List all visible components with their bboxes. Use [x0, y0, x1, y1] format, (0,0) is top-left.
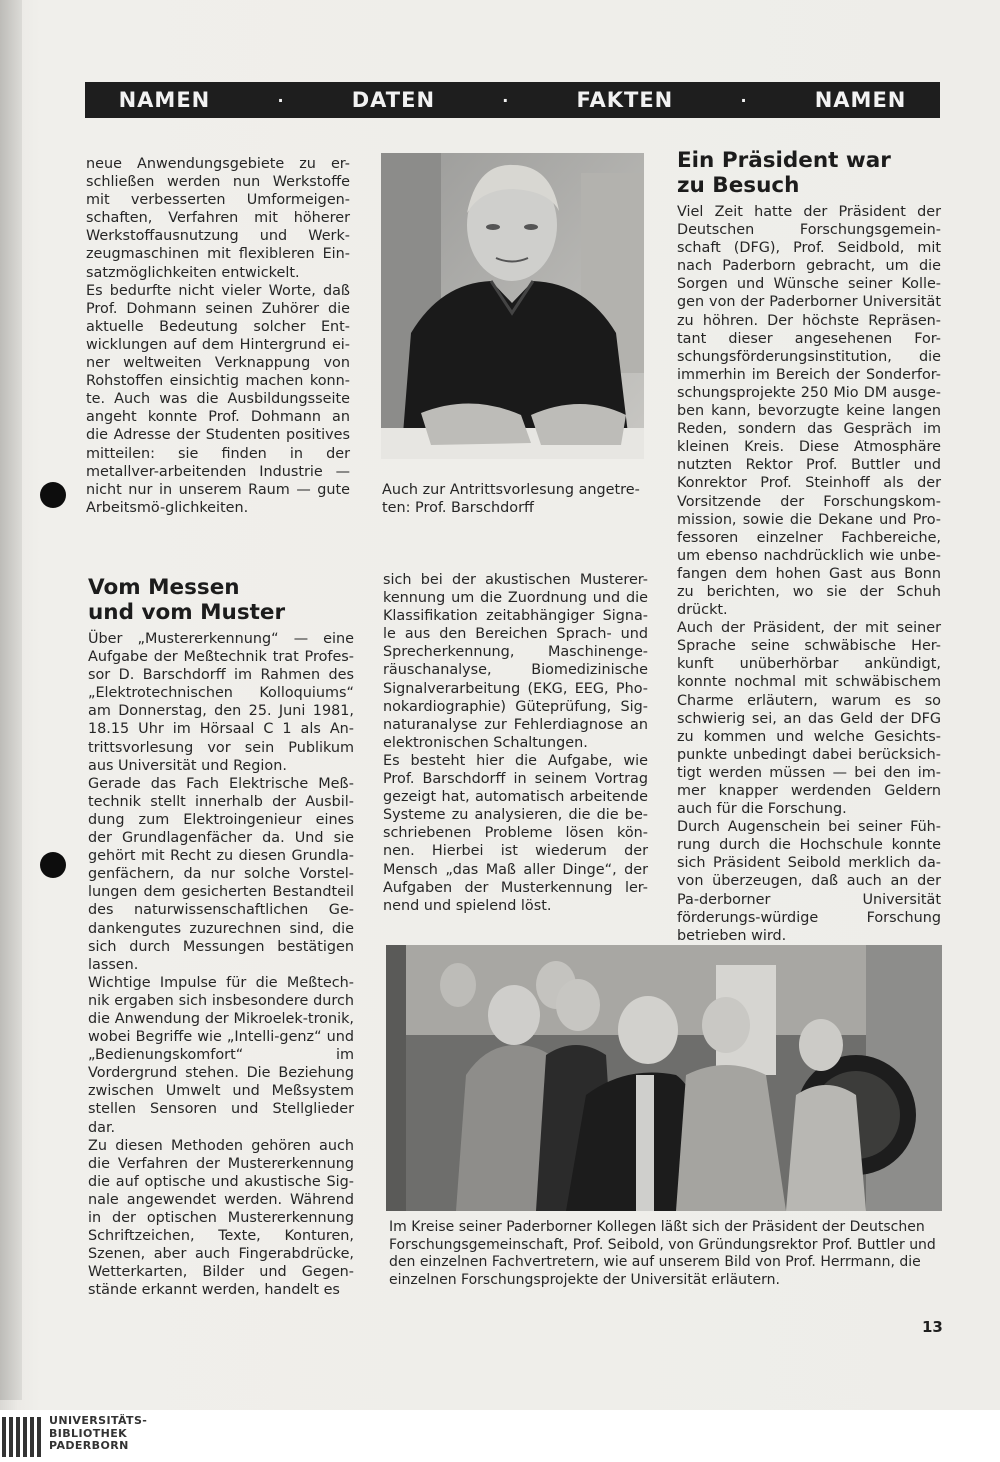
header-item-fakten: FAKTEN: [576, 88, 674, 112]
library-name-line: UNIVERSITÄTS-: [49, 1414, 148, 1427]
paragraph: Durch Augenschein bei seiner Füh-rung durch die Hochschule konnte sich Präsident Seibold merklich da-von überzeugen, daß auch an der Pa-derborner Universität förderungs-würdige Forschung betrieben wird.: [677, 819, 941, 944]
paragraph: neue Anwendungsgebiete zu er-schließen werden nun Werkstoffe mit verbesserten Umformeigen-schaften, Verfahren mit höherer Werkstoffausnutzung und Werk-zeugmaschinen mit flexibleren Ein-satzmöglichkeiten entwickelt.: [86, 156, 350, 281]
paragraph: Auch der Präsident, der mit seiner Sprache seine schwäbische Her-kunft unüberhörbar ankündigt, konnte nochmal mit schwäbischem Charme erläutern, warum es so schwierig sei, an das Geld der DFG zu kommen und welche Gesichts-punkte unbedingt dabei berücksich-tigt werden müssen — bei den im-mer knapper werdenden Geldern auch für die Forschung.: [677, 620, 941, 818]
article-title-line: zu Besuch: [677, 173, 800, 198]
header-separator: ·: [740, 90, 748, 110]
group-photo: [386, 945, 942, 1211]
article-title-line: und vom Muster: [88, 600, 286, 625]
footer-strip: [0, 1410, 1000, 1462]
library-name-line: PADERBORN: [49, 1439, 129, 1452]
library-name: [49, 1415, 147, 1453]
page-number: 13: [922, 1318, 943, 1336]
article-body-column: [383, 571, 648, 915]
paragraph: Wichtige Impulse für die Meßtech-nik ergaben sich insbesondere durch die Anwendung der Mikroelek-tronik, wobei Begriffe wie „Intelli-genz“ und „Bedienungskomfort“ im Vordergrund stehen. Die Beziehung zwischen Umwelt und Meßsystem stellen Sensoren und Stellglieder dar.: [88, 974, 354, 1136]
article-title: [677, 148, 937, 198]
portrait-photo: [381, 153, 644, 459]
paragraph: Zu diesen Methoden gehören auch die Verfahren der Mustererkennung die auf optische und akustische Sig-nale angewendet werden. Während in der optischen Mustererkennung Schriftzeichen, Texte, Konturen, Szenen, aber auch Fingerabdrücke, Wetterkarten, Bilder und Gegen-stände erkannt werden, handelt es: [88, 1137, 354, 1299]
article-title: [88, 575, 358, 625]
binding-spine: [0, 0, 22, 1400]
library-name-line: BIBLIOTHEK: [49, 1426, 128, 1440]
header-item-daten: DATEN: [351, 88, 436, 112]
continuation-column: [86, 155, 350, 517]
paragraph: Gerade das Fach Elektrische Meß-technik stellt innerhalb der Ausbil-dung zum Elektroingenieur eines der Grundlagenfächer da. Und sie gehört mit Recht zu diesen Grundla-genfächern, da nur solche Vorstel-lungen dem gesicherten Bestandteil des naturwissenschaftlichen Ge-dankengutes zuzurechnen sind, die sich durch Messungen bestätigen lassen.: [88, 775, 354, 973]
article-body-column: [88, 630, 354, 1299]
barcode-icon: [2, 1417, 41, 1457]
header-item-namen: NAMEN: [118, 88, 211, 112]
portrait-caption: Auch zur Antrittsvorlesung angetre-ten: Prof. Barschdorff: [382, 482, 640, 516]
group-photo-illustration: [386, 945, 942, 1211]
paragraph: Es bedurfte nicht vieler Worte, daß Prof. Dohmann seinen Zuhörer die aktuelle Bedeutung solcher Ent-wicklungen auf dem Hintergrund ei-ner weltweiten Verknappung von Rohstoffen einsichtig machen konn-te. Auch was die Ausbildungsseite angeht konnte Prof. Dohmann an die Adresse der Studenten positives mitteilen: sie finden in der metallver-arbeitenden Industrie — nicht nur in unserem Raum — gute Arbeitsmö-glichkeiten.: [86, 282, 350, 516]
header-separator: ·: [502, 90, 510, 110]
paragraph: Über „Mustererkennung“ — eine Aufgabe der Meßtechnik trat Profes-sor D. Barschdorff im Rahmen des „Elektrotechnischen Kolloquiums“ am Donnerstag, den 25. Juni 1981, 18.15 Uhr im Hörsaal C 1 als An-trittsvorlesung vor sein Publikum aus Universität und Region.: [88, 631, 354, 774]
paragraph: sich bei der akustischen Musterer-kennung um die Zuordnung und die Klassifikation zeitabhängiger Signa-le aus den Bereichen Sprach- und Sprecherkennung, Maschinenge-räuschanalyse, Biomedizinische Signalverarbeitung (EKG, EEG, Pho-nokardiographie) Güteprüfung, Sig-naturanalyse zur Fehlerdiagnose an elektronischen Schaltungen.: [383, 572, 648, 751]
group-photo-caption: Im Kreise seiner Paderborner Kollegen läßt sich der Präsident der Deutschen Forschungsgemeinschaft, Prof. Seibold, von Gründungsrektor Prof. Buttler und den einzelnen Fachvertretern, wie auf unserem Bild von Prof. Herrmann, die einzelnen Forschungsprojekte der Universität erläutern.: [389, 1219, 936, 1288]
portrait-photo-illustration: [381, 153, 644, 459]
section-header-bar: [85, 82, 940, 118]
article-title-line: Ein Präsident war: [677, 148, 891, 173]
paragraph: Viel Zeit hatte der Präsident der Deutschen Forschungsgemein-schaft (DFG), Prof. Seidbold, mit nach Paderborn gebracht, um die Sorgen und Wünsche seiner Kolle-gen von der Paderborner Universität zu höhren. Der höchste Repräsen-tant dieser angesehenen For-schungsförderungsinstitution, die immerhin im Bereich der Sonderfor-schungsprojekte 250 Mio DM ausge-ben kann, bevorzugte keine langen Reden, sondern das Gespräch im kleinen Kreis. Diese Atmosphäre nutzten Rektor Prof. Buttler und Konrektor Prof. Steinhoff als der Vorsitzende der Forschungskom-mission, sowie die Dekane und Pro-fessoren einzelner Fachbereiche, um ebenso nachdrücklich wie unbe-fangen dem hohen Gast aus Bonn zu berichten, wo sie der Schuh drückt.: [677, 204, 941, 619]
header-item-namen-2: NAMEN: [814, 88, 907, 112]
article-title-line: Vom Messen: [88, 575, 240, 600]
binding-hole: [40, 482, 66, 508]
binding-hole: [40, 852, 66, 878]
library-logo: [2, 1415, 147, 1457]
paragraph: Es besteht hier die Aufgabe, wie Prof. Barschdorff in seinem Vortrag gezeigt hat, automatisch arbeitende Systeme zu analysieren, die die be-schriebenen Probleme lösen kön-nen. Hierbei ist wiederum der Mensch „das Maß aller Dinge“, der Aufgaben der Musterkennung ler-nend und spielend löst.: [383, 752, 648, 914]
header-separator: ·: [277, 90, 285, 110]
article-body-column: [677, 203, 941, 945]
